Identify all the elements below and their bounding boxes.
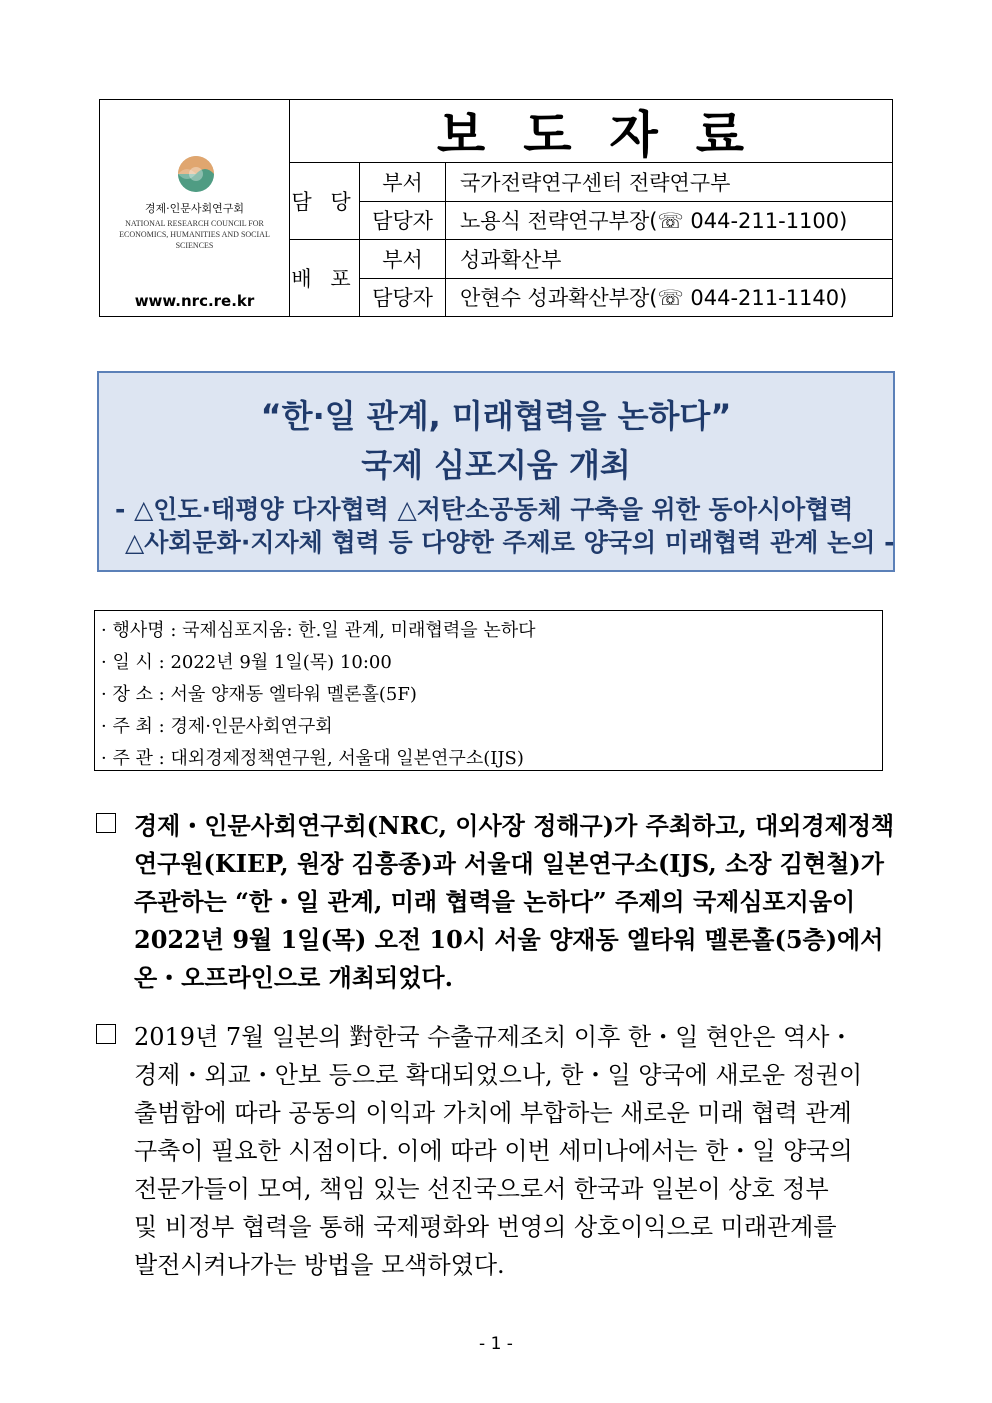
paragraph-line: 경제・외교・안보 등으로 확대되었으나, 한・일 양국에 새로운 정권이	[134, 1061, 863, 1089]
org-logo-cell	[100, 100, 290, 316]
checkbox-bullet-icon	[96, 813, 116, 833]
event-datetime: · 일 시 : 2022년 9월 1일(목) 10:00	[101, 652, 392, 673]
paragraph-line: 주관하는 “한・일 관계, 미래 협력을 논하다” 주제의 국제심포지움이	[134, 887, 856, 916]
headline-title: “한·일 관계, 미래협력을 논하다”	[260, 397, 732, 435]
contact-group-label: 담 당	[289, 162, 360, 239]
press-release-header	[99, 99, 893, 317]
distribution-department-value: 성과확산부	[460, 247, 562, 272]
org-name-en-line2: ECONOMICS, HUMANITIES AND SOCIAL SCIENCES	[119, 230, 270, 250]
event-location: · 장 소 : 서울 양재동 엘타워 멜론홀(5F)	[101, 684, 417, 705]
distribution-person-label: 담당자	[360, 278, 446, 316]
paragraph-line: 구축이 필요한 시점이다. 이에 따라 이번 세미나에서는 한・일 양국의	[134, 1137, 853, 1165]
headline-box	[97, 371, 895, 572]
distribution-department-label: 부서	[360, 239, 446, 278]
paragraph-line: 2019년 7월 일본의 對한국 수출규제조치 이후 한・일 현안은 역사・	[134, 1023, 854, 1051]
page-number: - 1 -	[479, 1334, 513, 1354]
event-info-box	[94, 610, 883, 771]
paragraph-line: 및 비정부 협력을 통해 국제평화와 번영의 상호이익으로 미래관계를	[134, 1213, 837, 1241]
event-host: · 주 최 : 경제·인문사회연구회	[101, 716, 333, 737]
press-release-title-cell	[289, 100, 892, 163]
org-name-ko: 경제·인문사회연구회	[144, 202, 245, 215]
press-release-title: 보도자료	[436, 106, 783, 164]
paragraph-line: 연구원(KIEP, 원장 김흥종)과 서울대 일본연구소(IJS, 소장 김현철)가	[134, 849, 884, 878]
contact-department-value: 국가전략연구센터 전략연구부	[460, 170, 731, 195]
paragraph-line: 2022년 9월 1일(목) 오전 10시 서울 양재동 엘타워 멜론홀(5층)에서	[134, 925, 884, 954]
headline-summary-line1: - △인도·태평양 다자협력 △저탄소공동체 구축을 위한 동아시아협력	[115, 495, 854, 524]
headline-subtitle: 국제 심포지움 개최	[361, 446, 631, 484]
paragraph-line: 온・오프라인으로 개최되었다.	[134, 963, 453, 992]
event-name: · 행사명 : 국제심포지움: 한.일 관계, 미래협력을 논하다	[101, 620, 536, 641]
distribution-person-value: 안현수 성과확산부장(☏ 044-211-1140)	[460, 286, 848, 310]
event-organizer: · 주 관 : 대외경제정책연구원, 서울대 일본연구소(IJS)	[101, 748, 524, 769]
paragraph-line: 경제・인문사회연구회(NRC, 이사장 정해구)가 주최하고, 대외경제정책	[134, 811, 895, 840]
paragraph-line: 전문가들이 모여, 책임 있는 선진국으로서 한국과 일본이 상호 정부	[134, 1175, 829, 1203]
checkbox-bullet-icon	[96, 1024, 116, 1044]
paragraph-line: 출범함에 따라 공동의 이익과 가치에 부합하는 새로운 미래 협력 관계	[134, 1099, 852, 1127]
headline-summary-line2: △사회문화·지자체 협력 등 다양한 주제로 양국의 미래협력 관계 논의 -	[125, 528, 895, 557]
org-website-link[interactable]: www.nrc.re.kr	[134, 292, 255, 310]
nrc-logo-icon	[178, 156, 214, 192]
contact-person-label: 담당자	[360, 201, 446, 239]
distribution-group-label: 배 포	[289, 239, 360, 316]
org-name-en-line1: NATIONAL RESEARCH COUNCIL FOR	[125, 219, 264, 228]
contact-department-label: 부서	[360, 162, 446, 201]
paragraph-line: 발전시켜나가는 방법을 모색하였다.	[134, 1251, 505, 1279]
contact-person-value: 노용식 전략연구부장(☏ 044-211-1100)	[460, 209, 848, 233]
